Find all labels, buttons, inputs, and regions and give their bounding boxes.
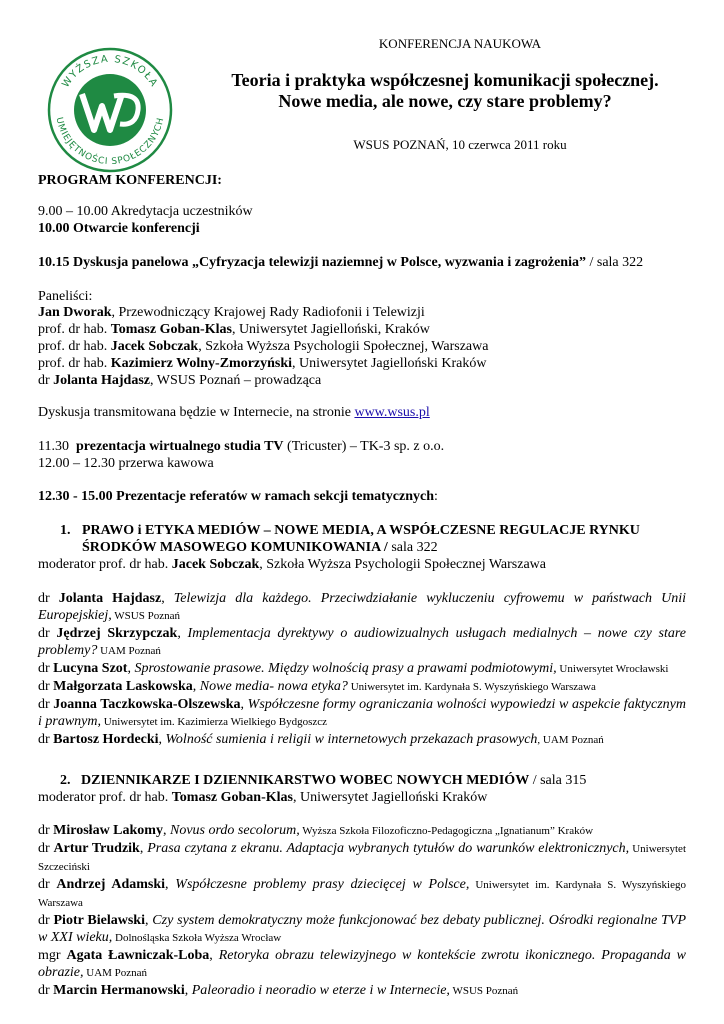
section1-title: PRAWO i ETYKA MEDIÓW – NOWE MEDIA, A WSPÓŁCZESNE REGULACJE RYNKU ŚRODKÓW MASOWEGO KOMUNIKOWANIA / sala 322 xyxy=(82,523,640,555)
talk-item: dr Andrzej Adamski, Współczesne problemy prasy dziecięcej w Polsce, Uniwersytet im. Kardynała S. Wyszyńskiego Warszawa xyxy=(38,877,686,909)
talk-item: dr Marcin Hermanowski, Paleoradio i neoradio w eterze i w Internecie, WSUS Poznań xyxy=(38,983,519,998)
talk-item: mgr Agata Ławniczak-Loba, Retoryka obrazu telewizyjnego w kontekście zwrotu ikonicznego. Propaganda w obrazie, UAM Poznań xyxy=(38,948,686,980)
svg-text:UMIEJĘTNOŚCI SPOŁECZNYCH: UMIEJĘTNOŚCI SPOŁECZNYCH xyxy=(53,116,167,168)
schedule-opening: 10.00 Otwarcie konferencji xyxy=(38,221,200,236)
schedule-studio: 11.30 prezentacja wirtualnego studia TV (Tricuster) – TK-3 sp. z o.o. xyxy=(38,439,445,454)
section1-talks xyxy=(38,590,686,749)
schedule-coffee: 12.00 – 12.30 przerwa kawowa xyxy=(38,456,214,471)
broadcast-note: Dyskusja transmitowana będzie w Internecie, na stronie www.wsus.pl xyxy=(38,405,430,420)
panelist-item: Jan Dworak, Przewodniczący Krajowej Rady Radiofonii i Telewizji xyxy=(38,305,425,320)
section1-moderator: moderator prof. dr hab. Jacek Sobczak, Szkoła Wyższa Psychologii Społecznej Warszawa xyxy=(38,557,547,572)
panelist-item: prof. dr hab. Kazimierz Wolny-Zmorzyński, Uniwersytet Jagielloński Kraków xyxy=(38,356,487,371)
website-link[interactable]: www.wsus.pl xyxy=(354,405,430,420)
talk-item: dr Bartosz Hordecki, Wolność sumienia i religii w internetowych przekazach prasowych, UAM Poznań xyxy=(38,732,604,747)
talk-item: dr Joanna Taczkowska-Olszewska, Współczesne formy ograniczania wolności wypowiedzi w aspekcie faktycznym i prawnym, Uniwersytet im. Kazimierza Wielkiego Bydgoszcz xyxy=(38,697,687,729)
university-logo xyxy=(44,44,176,176)
logo-ring-text: WYŻSZA SZKOŁA xyxy=(60,53,160,90)
panelists-list xyxy=(38,304,686,389)
place-date: WSUS POZNAŃ, 10 czerwca 2011 roku xyxy=(353,137,567,152)
schedule-panel: 10.15 Dyskusja panelowa „Cyfryzacja telewizji naziemnej w Polsce, wyzwania i zagrożenia” / sala 322 xyxy=(38,255,644,270)
section2-talks xyxy=(38,822,686,1000)
section2-moderator: moderator prof. dr hab. Tomasz Goban-Klas, Uniwersytet Jagielloński Kraków xyxy=(38,790,488,805)
talk-item: dr Artur Trudzik, Prasa czytana z ekranu. Adaptacja wybranych tytułów do warunków elektronicznych, Uniwersytet Szczeciński xyxy=(38,841,687,873)
talk-item: dr Małgorzata Laskowska, Nowe media- nowa etyka? Uniwersytet im. Kardynała S. Wyszyńskiego Warszawa xyxy=(38,679,596,694)
conference-kicker: KONFERENCJA NAUKOWA xyxy=(378,36,542,51)
panelists-heading: Paneliści: xyxy=(38,289,93,304)
section1-number: 1. xyxy=(60,523,71,538)
page-title: Teoria i praktyka współczesnej komunikacji społecznej. Nowe media, ale nowe, czy stare problemy? xyxy=(231,70,659,111)
program-heading: PROGRAM KONFERENCJI: xyxy=(38,173,222,188)
panelist-item: prof. dr hab. Tomasz Goban-Klas, Uniwersytet Jagielloński, Kraków xyxy=(38,322,430,337)
panelist-item: prof. dr hab. Jacek Sobczak, Szkoła Wyższa Psychologii Społecznej, Warszawa xyxy=(38,339,489,354)
talk-item: dr Jolanta Hajdasz, Telewizja dla każdego. Przeciwdziałanie wykluczeniu cyfrowemu w państwach Unii Europejskiej, WSUS Poznań xyxy=(38,591,687,623)
panelist-item: dr Jolanta Hajdasz, WSUS Poznań – prowadząca xyxy=(38,373,322,388)
schedule-accreditation: 9.00 – 10.00 Akredytacja uczestników xyxy=(38,204,253,219)
section2-heading: 2. DZIENNIKARZE I DZIENNIKARSTWO WOBEC NOWYCH MEDIÓW / sala 315 xyxy=(60,773,587,788)
sessions-heading: 12.30 - 15.00 Prezentacje referatów w ramach sekcji tematycznych: xyxy=(38,489,438,504)
talk-item: dr Lucyna Szot, Sprostowanie prasowe. Między wolnością prasy a prawami podmiotowymi, Uniwersytet Wrocławski xyxy=(38,661,669,676)
talk-item: dr Mirosław Lakomy, Novus ordo secolorum, Wyższa Szkoła Filozoficzno-Pedagogiczna „Ignatianum” Kraków xyxy=(38,823,594,838)
talk-item: dr Jędrzej Skrzypczak, Implementacja dyrektywy o audiowizualnych usługach medialnych – nowe czy stare problemy? UAM Poznań xyxy=(38,626,687,658)
talk-item: dr Piotr Bielawski, Czy system demokratyczny może funkcjonować bez debaty publicznej. Ośrodki regionalne TVP w XXI wieku, Dolnośląska Szkoła Wyższa Wrocław xyxy=(38,913,687,945)
